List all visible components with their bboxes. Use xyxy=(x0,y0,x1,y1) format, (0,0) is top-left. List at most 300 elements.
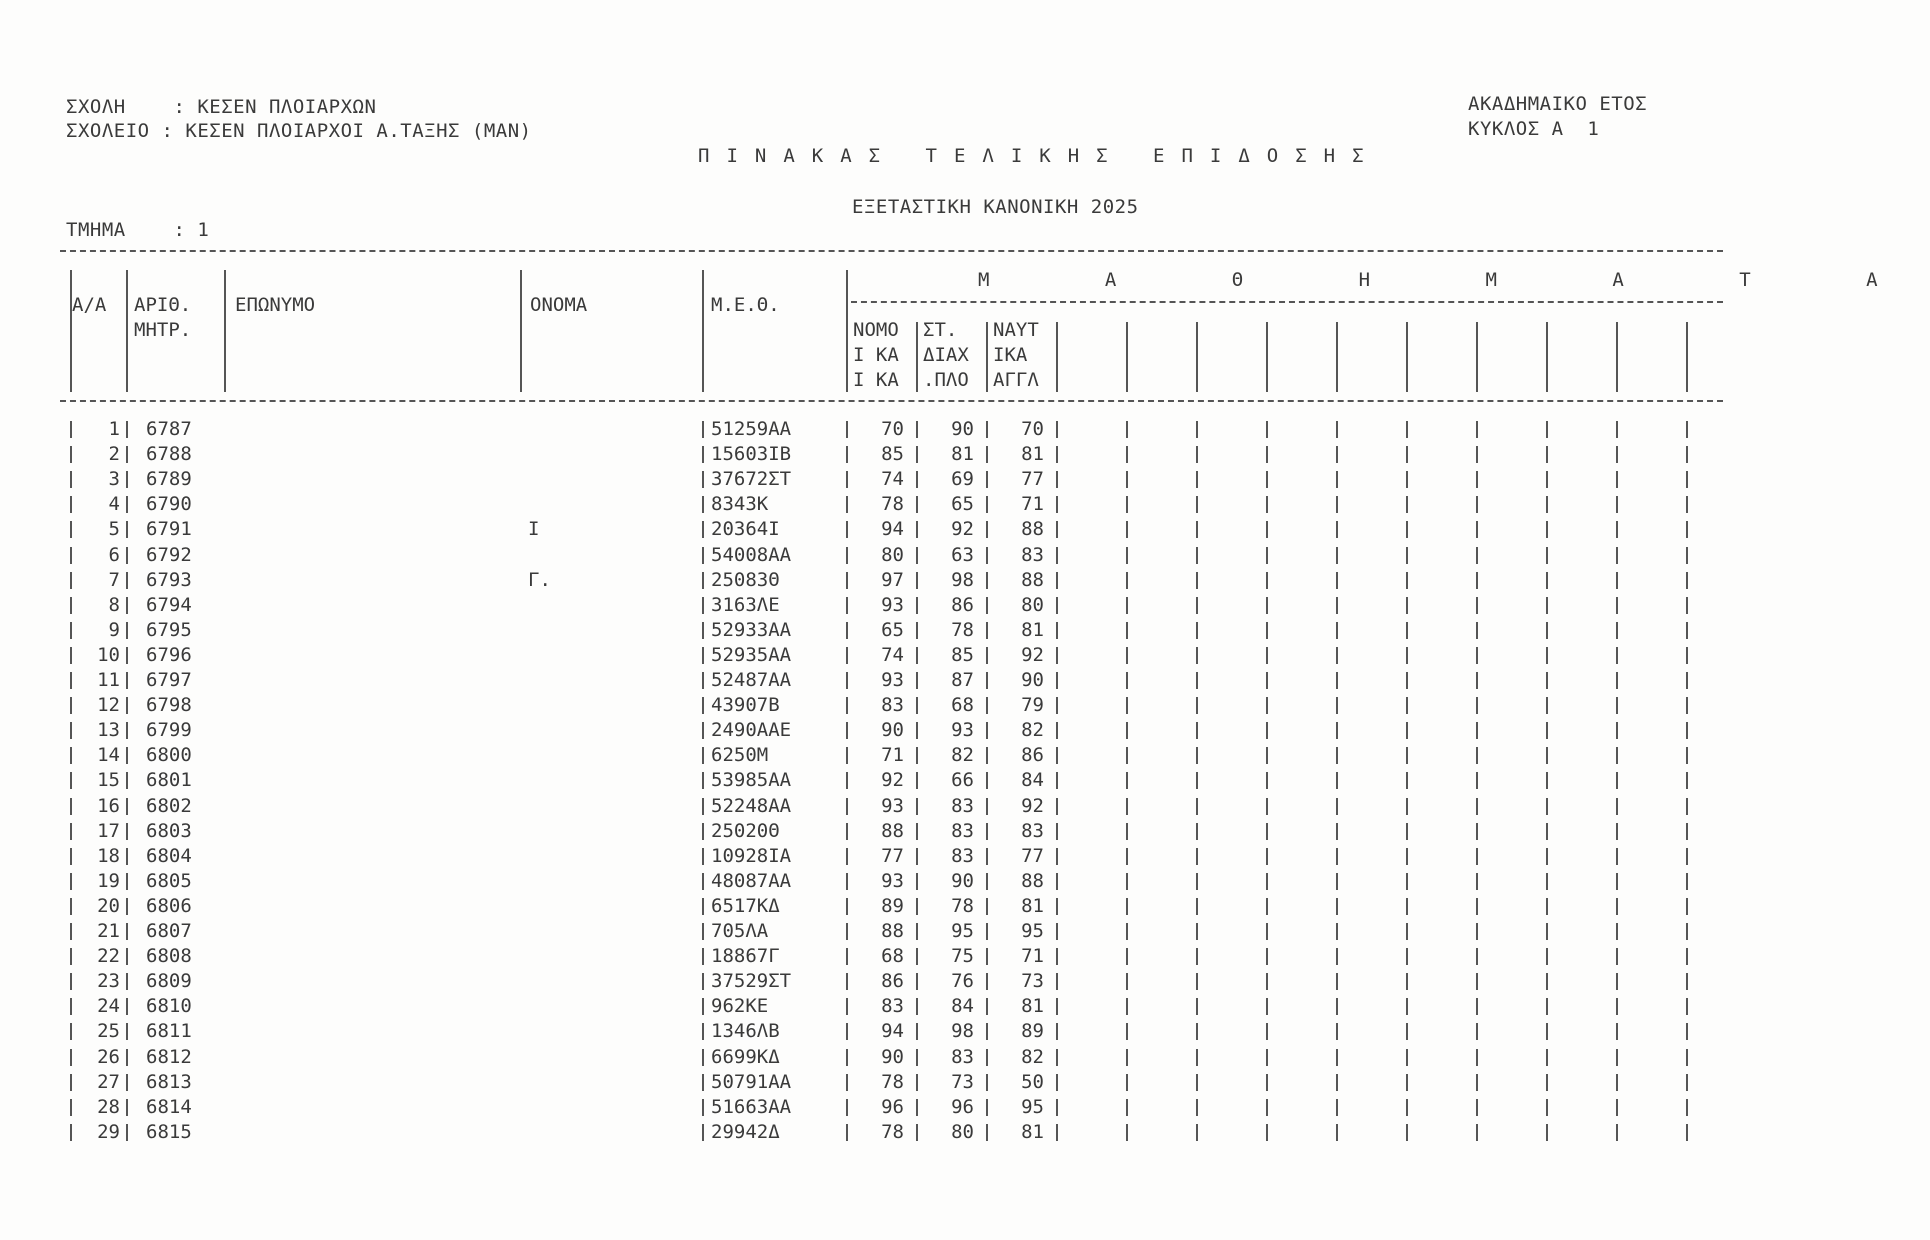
row-divider xyxy=(1056,772,1058,789)
row-divider xyxy=(846,496,848,513)
row-divider xyxy=(126,1074,128,1091)
row-divider xyxy=(702,747,704,764)
row-subject-divider xyxy=(1266,446,1268,463)
row-subject-divider xyxy=(1266,547,1268,564)
row-subject-divider xyxy=(1406,1023,1408,1040)
row-divider xyxy=(1056,572,1058,589)
row-subject-divider xyxy=(1266,973,1268,990)
row-subject-divider xyxy=(1266,823,1268,840)
row-subject-divider xyxy=(1266,923,1268,940)
row-aa: 13 xyxy=(97,719,120,742)
row-grade-2: 66 xyxy=(951,769,974,792)
row-divider xyxy=(916,1124,918,1141)
row-reg: 6798 xyxy=(146,694,192,717)
subj1-line1: ΝΟΜΟ xyxy=(853,319,899,341)
row-subject-divider xyxy=(1686,873,1688,890)
row-reg: 6806 xyxy=(146,894,192,917)
row-subject-divider xyxy=(1126,722,1128,739)
row-grade-1: 83 xyxy=(881,995,904,1018)
row-meth: 705ΛΑ xyxy=(711,920,769,942)
subject-divider xyxy=(1056,322,1058,392)
row-divider xyxy=(846,1124,848,1141)
row-divider xyxy=(1056,672,1058,689)
row-divider xyxy=(1056,647,1058,664)
row-divider xyxy=(916,622,918,639)
row-subject-divider xyxy=(1266,873,1268,890)
row-divider xyxy=(986,1124,988,1141)
subjects-rule xyxy=(851,301,1723,303)
row-grade-3: 92 xyxy=(1021,643,1044,666)
row-subject-divider xyxy=(1686,521,1688,538)
row-grade-3: 82 xyxy=(1021,1045,1044,1068)
row-subject-divider xyxy=(1616,622,1618,639)
row-meth: 52935ΑΑ xyxy=(711,643,792,666)
row-subject-divider xyxy=(1616,421,1618,438)
row-subject-divider xyxy=(1686,421,1688,438)
row-grade-2: 69 xyxy=(951,468,974,491)
row-subject-divider xyxy=(1336,798,1338,815)
row-subject-divider xyxy=(1336,521,1338,538)
row-divider xyxy=(702,521,704,538)
row-subject-divider xyxy=(1336,1049,1338,1066)
header-divider xyxy=(520,270,522,392)
row-divider xyxy=(846,948,848,965)
row-meth: 8343Κ xyxy=(711,493,769,516)
row-grade-1: 92 xyxy=(881,769,904,792)
row-subject-divider xyxy=(1406,772,1408,789)
row-subject-divider xyxy=(1406,597,1408,614)
row-grade-2: 82 xyxy=(951,744,974,767)
subj2-line3: .ΠΛΟ xyxy=(923,369,969,391)
row-subject-divider xyxy=(1686,998,1688,1015)
row-meth: 962ΚΕ xyxy=(711,995,769,1018)
row-subject-divider xyxy=(1126,1049,1128,1066)
row-subject-divider xyxy=(1126,772,1128,789)
row-meth: 2490ΑΑΕ xyxy=(711,719,792,742)
row-subject-divider xyxy=(1196,1023,1198,1040)
row-subject-divider xyxy=(1126,672,1128,689)
row-divider xyxy=(846,747,848,764)
row-subject-divider xyxy=(1476,923,1478,940)
row-aa: 7 xyxy=(108,568,120,591)
row-subject-divider xyxy=(1546,597,1548,614)
row-divider xyxy=(986,898,988,915)
row-subject-divider xyxy=(1196,798,1198,815)
row-grade-2: 83 xyxy=(951,1045,974,1068)
row-divider xyxy=(916,647,918,664)
row-subject-divider xyxy=(1476,446,1478,463)
row-subject-divider xyxy=(1686,446,1688,463)
row-reg: 6796 xyxy=(146,643,192,666)
row-subject-divider xyxy=(1336,873,1338,890)
row-grade-3: 81 xyxy=(1021,1120,1044,1143)
row-grade-3: 95 xyxy=(1021,920,1044,942)
row-divider xyxy=(1056,446,1058,463)
row-divider xyxy=(126,722,128,739)
row-grade-2: 86 xyxy=(951,593,974,616)
row-divider xyxy=(70,1124,72,1141)
row-divider xyxy=(916,1099,918,1116)
row-grade-3: 89 xyxy=(1021,1020,1044,1043)
header-divider xyxy=(70,270,72,392)
row-subject-divider xyxy=(1616,572,1618,589)
row-grade-2: 81 xyxy=(951,443,974,466)
academic-year: ΑΚΑΔΗΜΑΙΚΟ ΕΤΟΣ xyxy=(1468,93,1648,115)
row-subject-divider xyxy=(1406,798,1408,815)
row-meth: 54008ΑΑ xyxy=(711,543,792,566)
row-subject-divider xyxy=(1476,848,1478,865)
row-subject-divider xyxy=(1266,672,1268,689)
row-grade-1: 90 xyxy=(881,1045,904,1068)
row-divider xyxy=(126,923,128,940)
page-title: ΠΙΝΑΚΑΣ ΤΕΛΙΚΗΣ ΕΠΙΔΟΣΗΣ xyxy=(698,145,1381,167)
row-divider xyxy=(126,572,128,589)
row-divider xyxy=(1056,471,1058,488)
row-subject-divider xyxy=(1196,998,1198,1015)
row-subject-divider xyxy=(1546,1124,1548,1141)
row-subject-divider xyxy=(1476,672,1478,689)
row-divider xyxy=(986,747,988,764)
row-grade-1: 88 xyxy=(881,920,904,942)
row-subject-divider xyxy=(1686,923,1688,940)
row-subject-divider xyxy=(1546,572,1548,589)
row-subject-divider xyxy=(1266,421,1268,438)
subject-divider xyxy=(1126,322,1128,392)
row-divider xyxy=(916,697,918,714)
row-divider xyxy=(986,622,988,639)
row-reg: 6791 xyxy=(146,518,192,541)
row-divider xyxy=(70,973,72,990)
row-subject-divider xyxy=(1406,1049,1408,1066)
row-grade-3: 81 xyxy=(1021,618,1044,641)
row-grade-1: 70 xyxy=(881,418,904,440)
row-meth: 1346ΛΒ xyxy=(711,1020,780,1043)
row-subject-divider xyxy=(1196,1049,1198,1066)
row-grade-3: 95 xyxy=(1021,1095,1044,1118)
row-subject-divider xyxy=(1476,572,1478,589)
row-subject-divider xyxy=(1406,998,1408,1015)
row-subject-divider xyxy=(1196,471,1198,488)
row-grade-1: 78 xyxy=(881,1120,904,1143)
row-subject-divider xyxy=(1126,948,1128,965)
row-divider xyxy=(126,798,128,815)
row-meth: 37672ΣΤ xyxy=(711,468,792,491)
row-meth: 53985ΑΑ xyxy=(711,769,792,792)
row-subject-divider xyxy=(1546,1049,1548,1066)
row-subject-divider xyxy=(1406,521,1408,538)
row-divider xyxy=(702,798,704,815)
row-meth: 29942Δ xyxy=(711,1120,780,1143)
row-grade-3: 84 xyxy=(1021,769,1044,792)
row-divider xyxy=(986,798,988,815)
row-grade-2: 90 xyxy=(951,869,974,892)
row-grade-1: 93 xyxy=(881,669,904,691)
row-subject-divider xyxy=(1126,572,1128,589)
row-divider xyxy=(1056,547,1058,564)
row-divider xyxy=(1056,496,1058,513)
row-divider xyxy=(126,597,128,614)
row-subject-divider xyxy=(1616,1074,1618,1091)
row-divider xyxy=(70,873,72,890)
row-subject-divider xyxy=(1476,772,1478,789)
row-divider xyxy=(986,597,988,614)
row-divider xyxy=(986,697,988,714)
row-subject-divider xyxy=(1336,622,1338,639)
row-subject-divider xyxy=(1546,521,1548,538)
row-grade-1: 74 xyxy=(881,468,904,491)
row-divider xyxy=(986,823,988,840)
row-subject-divider xyxy=(1266,496,1268,513)
row-subject-divider xyxy=(1686,1049,1688,1066)
row-grade-2: 76 xyxy=(951,970,974,993)
row-grade-3: 88 xyxy=(1021,568,1044,591)
row-divider xyxy=(126,747,128,764)
row-divider xyxy=(70,421,72,438)
row-subject-divider xyxy=(1406,547,1408,564)
row-meth: 50791ΑΑ xyxy=(711,1070,792,1093)
row-aa: 21 xyxy=(97,920,120,942)
row-reg: 6799 xyxy=(146,719,192,742)
row-subject-divider xyxy=(1686,848,1688,865)
row-reg: 6795 xyxy=(146,618,192,641)
row-divider xyxy=(916,547,918,564)
row-divider xyxy=(1056,1099,1058,1116)
row-divider xyxy=(916,496,918,513)
row-divider xyxy=(1056,998,1058,1015)
row-grade-2: 98 xyxy=(951,568,974,591)
row-subject-divider xyxy=(1686,948,1688,965)
header-divider xyxy=(126,270,128,392)
row-subject-divider xyxy=(1476,622,1478,639)
row-divider xyxy=(846,1049,848,1066)
row-subject-divider xyxy=(1336,998,1338,1015)
row-subject-divider xyxy=(1266,647,1268,664)
row-subject-divider xyxy=(1476,823,1478,840)
row-grade-2: 73 xyxy=(951,1070,974,1093)
row-grade-3: 83 xyxy=(1021,819,1044,842)
row-subject-divider xyxy=(1126,1099,1128,1116)
row-grade-3: 70 xyxy=(1021,418,1044,440)
row-divider xyxy=(916,597,918,614)
row-subject-divider xyxy=(1616,948,1618,965)
row-subject-divider xyxy=(1336,973,1338,990)
row-subject-divider xyxy=(1196,597,1198,614)
row-subject-divider xyxy=(1196,823,1198,840)
row-subject-divider xyxy=(1546,722,1548,739)
row-divider xyxy=(846,722,848,739)
row-subject-divider xyxy=(1616,647,1618,664)
row-subject-divider xyxy=(1126,747,1128,764)
row-divider xyxy=(846,647,848,664)
row-subject-divider xyxy=(1546,547,1548,564)
subject-divider xyxy=(1336,322,1338,392)
row-divider xyxy=(702,471,704,488)
row-grade-1: 86 xyxy=(881,970,904,993)
row-subject-divider xyxy=(1266,798,1268,815)
row-subject-divider xyxy=(1336,697,1338,714)
row-subject-divider xyxy=(1546,823,1548,840)
row-subject-divider xyxy=(1686,973,1688,990)
row-divider xyxy=(702,898,704,915)
row-grade-1: 94 xyxy=(881,518,904,541)
row-meth: 52933ΑΑ xyxy=(711,618,792,641)
row-meth: 10928ΙΑ xyxy=(711,844,792,867)
row-subject-divider xyxy=(1126,973,1128,990)
row-grade-1: 78 xyxy=(881,493,904,516)
row-reg: 6793 xyxy=(146,568,192,591)
row-divider xyxy=(986,1049,988,1066)
row-subject-divider xyxy=(1476,521,1478,538)
row-aa: 24 xyxy=(97,995,120,1018)
row-name: Ι xyxy=(528,518,540,541)
row-divider xyxy=(916,521,918,538)
row-subject-divider xyxy=(1406,823,1408,840)
row-divider xyxy=(986,647,988,664)
row-subject-divider xyxy=(1336,1074,1338,1091)
row-subject-divider xyxy=(1126,471,1128,488)
row-divider xyxy=(702,1049,704,1066)
row-reg: 6812 xyxy=(146,1045,192,1068)
row-subject-divider xyxy=(1266,697,1268,714)
row-subject-divider xyxy=(1336,898,1338,915)
unit-label: ΣΧΟΛΕΙΟ : ΚΕΣΕΝ ΠΛΟΙΑΡΧΟΙ Α.ΤΑΞΗΣ (ΜΑΝ) xyxy=(66,120,532,142)
row-divider xyxy=(70,647,72,664)
row-divider xyxy=(916,1023,918,1040)
row-subject-divider xyxy=(1616,873,1618,890)
row-subject-divider xyxy=(1266,471,1268,488)
row-divider xyxy=(846,622,848,639)
row-subject-divider xyxy=(1686,647,1688,664)
row-divider xyxy=(70,1099,72,1116)
row-subject-divider xyxy=(1406,1074,1408,1091)
row-subject-divider xyxy=(1546,421,1548,438)
row-subject-divider xyxy=(1476,471,1478,488)
row-subject-divider xyxy=(1266,1099,1268,1116)
row-divider xyxy=(986,446,988,463)
row-meth: 25083Θ xyxy=(711,568,780,591)
row-grade-3: 71 xyxy=(1021,945,1044,968)
row-divider xyxy=(986,421,988,438)
row-divider xyxy=(916,672,918,689)
row-divider xyxy=(70,1074,72,1091)
row-reg: 6801 xyxy=(146,769,192,792)
row-grade-3: 80 xyxy=(1021,593,1044,616)
row-grade-2: 87 xyxy=(951,669,974,691)
row-aa: 2 xyxy=(108,443,120,466)
row-subject-divider xyxy=(1336,547,1338,564)
row-grade-2: 83 xyxy=(951,794,974,817)
row-subject-divider xyxy=(1546,848,1548,865)
row-divider xyxy=(1056,848,1058,865)
row-subject-divider xyxy=(1126,547,1128,564)
row-subject-divider xyxy=(1126,597,1128,614)
row-divider xyxy=(70,496,72,513)
row-aa: 12 xyxy=(97,694,120,717)
row-subject-divider xyxy=(1406,471,1408,488)
row-subject-divider xyxy=(1686,496,1688,513)
row-subject-divider xyxy=(1686,798,1688,815)
row-grade-2: 90 xyxy=(951,418,974,440)
row-subject-divider xyxy=(1616,923,1618,940)
row-subject-divider xyxy=(1336,823,1338,840)
row-subject-divider xyxy=(1336,747,1338,764)
row-grade-1: 96 xyxy=(881,1095,904,1118)
row-divider xyxy=(846,848,848,865)
header-divider xyxy=(702,270,704,392)
row-subject-divider xyxy=(1336,722,1338,739)
row-subject-divider xyxy=(1126,923,1128,940)
row-meth: 6517ΚΔ xyxy=(711,894,780,917)
row-divider xyxy=(1056,622,1058,639)
row-grade-3: 81 xyxy=(1021,443,1044,466)
row-subject-divider xyxy=(1196,1074,1198,1091)
row-grade-1: 89 xyxy=(881,894,904,917)
row-divider xyxy=(702,772,704,789)
row-subject-divider xyxy=(1686,597,1688,614)
row-reg: 6803 xyxy=(146,819,192,842)
row-subject-divider xyxy=(1476,697,1478,714)
row-subject-divider xyxy=(1196,722,1198,739)
row-subject-divider xyxy=(1336,772,1338,789)
row-subject-divider xyxy=(1336,672,1338,689)
row-subject-divider xyxy=(1336,1124,1338,1141)
row-divider xyxy=(916,747,918,764)
row-aa: 4 xyxy=(108,493,120,516)
row-divider xyxy=(702,722,704,739)
row-aa: 20 xyxy=(97,894,120,917)
row-divider xyxy=(1056,973,1058,990)
row-grade-2: 98 xyxy=(951,1020,974,1043)
row-divider xyxy=(846,923,848,940)
row-divider xyxy=(70,722,72,739)
row-grade-2: 96 xyxy=(951,1095,974,1118)
row-subject-divider xyxy=(1546,998,1548,1015)
row-divider xyxy=(70,672,72,689)
row-divider xyxy=(916,898,918,915)
row-divider xyxy=(126,772,128,789)
row-grade-3: 77 xyxy=(1021,468,1044,491)
row-aa: 17 xyxy=(97,819,120,842)
subj1-line2: Ι ΚΑ xyxy=(853,344,899,366)
row-subject-divider xyxy=(1406,572,1408,589)
row-subject-divider xyxy=(1546,471,1548,488)
row-divider xyxy=(126,672,128,689)
row-aa: 8 xyxy=(108,593,120,616)
row-grade-3: 79 xyxy=(1021,694,1044,717)
row-divider xyxy=(70,697,72,714)
row-subject-divider xyxy=(1406,421,1408,438)
row-subject-divider xyxy=(1546,647,1548,664)
row-subject-divider xyxy=(1126,496,1128,513)
row-divider xyxy=(986,496,988,513)
row-divider xyxy=(846,823,848,840)
row-subject-divider xyxy=(1406,622,1408,639)
row-divider xyxy=(986,672,988,689)
row-divider xyxy=(702,647,704,664)
row-reg: 6815 xyxy=(146,1120,192,1143)
row-grade-1: 80 xyxy=(881,543,904,566)
row-subject-divider xyxy=(1546,496,1548,513)
row-divider xyxy=(70,446,72,463)
row-subject-divider xyxy=(1266,572,1268,589)
row-reg: 6814 xyxy=(146,1095,192,1118)
row-grade-1: 93 xyxy=(881,794,904,817)
row-subject-divider xyxy=(1336,1023,1338,1040)
row-aa: 29 xyxy=(97,1120,120,1143)
row-aa: 18 xyxy=(97,844,120,867)
row-divider xyxy=(70,772,72,789)
row-grade-2: 78 xyxy=(951,618,974,641)
